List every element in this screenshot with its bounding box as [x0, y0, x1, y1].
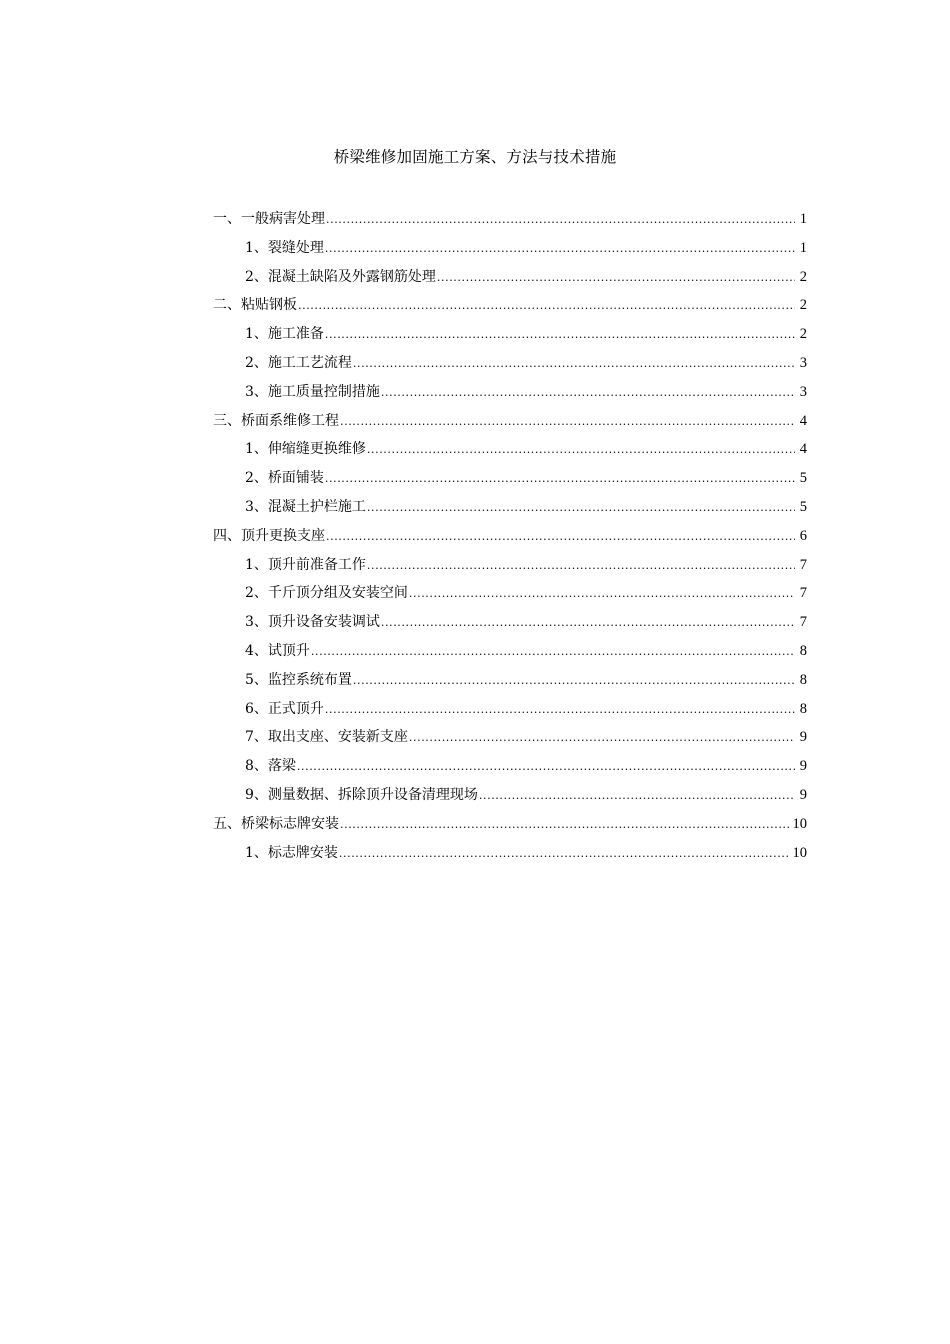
toc-page-number: 8 [799, 671, 807, 688]
toc-page-number: 1 [799, 239, 807, 256]
toc-entry-label: 1、裂缝处理 [245, 239, 324, 256]
toc-page-number: 2 [799, 326, 807, 343]
toc-leader-dots [325, 235, 795, 264]
toc-page-number: 1 [799, 211, 807, 227]
toc-leader-dots [381, 609, 795, 638]
toc-leader-dots [340, 408, 795, 437]
toc-entry-label: 2、桥面铺装 [245, 470, 324, 487]
toc-leader-dots [297, 753, 795, 782]
toc-page-number: 7 [799, 614, 807, 631]
toc-entry-label: 3、施工质量控制措施 [245, 383, 380, 400]
toc-entry-label: 3、顶升设备安装调试 [245, 614, 380, 631]
toc-entry-label: 五、桥梁标志牌安装 [213, 815, 339, 832]
toc-leader-dots [353, 350, 795, 379]
toc-entry[interactable] [213, 234, 807, 263]
toc-page-number: 6 [799, 527, 807, 544]
toc-leader-dots [367, 494, 795, 523]
toc-entry-label: 2、千斤顶分组及安装空间 [245, 585, 408, 602]
toc-page-number: 2 [799, 268, 807, 285]
toc-page-number: 9 [799, 758, 807, 775]
toc-entry-label: 4、试顶升 [245, 642, 310, 659]
toc-entry[interactable] [213, 752, 807, 781]
toc-page-number: 10 [792, 815, 807, 832]
toc-entry[interactable] [213, 407, 807, 436]
toc-entry[interactable] [213, 522, 807, 551]
toc-leader-dots [325, 321, 795, 350]
toc-leader-dots [367, 552, 795, 581]
toc-entry[interactable] [213, 464, 807, 493]
toc-entry[interactable] [213, 291, 807, 320]
toc-entry-label: 三、桥面系维修工程 [213, 412, 339, 429]
toc-entry[interactable] [213, 320, 807, 349]
toc-leader-dots [409, 724, 795, 753]
toc-leader-dots [326, 206, 795, 235]
toc-entry[interactable] [213, 666, 807, 695]
toc-page-number: 4 [799, 441, 807, 458]
toc-entry[interactable] [213, 349, 807, 378]
toc-page-number: 4 [799, 412, 807, 429]
toc-entry[interactable] [213, 637, 807, 666]
toc-page-number: 9 [799, 729, 807, 746]
toc-entry[interactable] [213, 205, 807, 234]
toc-entry[interactable] [213, 493, 807, 522]
toc-entry-label: 2、混凝土缺陷及外露钢筋处理 [245, 268, 436, 285]
toc-leader-dots [311, 638, 795, 667]
toc-entry[interactable] [213, 810, 807, 839]
toc-page-number: 3 [799, 354, 807, 371]
toc-leader-dots [479, 782, 795, 811]
toc-leader-dots [339, 840, 789, 869]
toc-page-number: 9 [799, 786, 807, 803]
toc-entry[interactable] [213, 839, 807, 868]
toc-page-number: 5 [799, 498, 807, 515]
toc-entry[interactable] [213, 378, 807, 407]
toc-entry-label: 9、测量数据、拆除顶升设备清理现场 [245, 786, 478, 803]
toc-entry-label: 2、施工工艺流程 [245, 354, 352, 371]
toc-entry-label: 7、取出支座、安装新支座 [245, 729, 408, 746]
toc-entry[interactable] [213, 695, 807, 724]
table-of-contents [213, 205, 807, 867]
toc-page-number: 8 [799, 642, 807, 659]
toc-leader-dots [437, 264, 795, 293]
toc-entry-label: 四、顶升更换支座 [213, 527, 325, 544]
toc-leader-dots [326, 523, 795, 552]
toc-entry-label: 1、顶升前准备工作 [245, 556, 366, 573]
toc-page-number: 2 [799, 297, 807, 314]
toc-entry-label: 1、标志牌安装 [245, 844, 338, 861]
toc-page-number: 5 [799, 470, 807, 487]
toc-entry[interactable] [213, 781, 807, 810]
toc-entry-label: 二、粘贴钢板 [213, 297, 297, 314]
toc-entry-label: 3、混凝土护栏施工 [245, 498, 366, 515]
toc-entry-label: 一、一般病害处理 [213, 211, 325, 227]
toc-entry[interactable] [213, 551, 807, 580]
toc-entry[interactable] [213, 579, 807, 608]
toc-page-number: 10 [792, 844, 807, 861]
toc-entry-label: 1、施工准备 [245, 326, 324, 343]
toc-leader-dots [298, 292, 795, 321]
toc-leader-dots [353, 667, 795, 696]
toc-leader-dots [325, 696, 795, 725]
toc-entry-label: 6、正式顶升 [245, 700, 324, 717]
toc-entry[interactable] [213, 723, 807, 752]
toc-page-number: 7 [799, 556, 807, 573]
toc-entry[interactable] [213, 435, 807, 464]
toc-leader-dots [367, 436, 795, 465]
toc-page-number: 3 [799, 383, 807, 400]
document-title: 桥梁维修加固施工方案、方法与技术措施 [333, 148, 617, 166]
toc-leader-dots [409, 580, 795, 609]
toc-entry-label: 5、监控系统布置 [245, 671, 352, 688]
toc-entry-label: 1、伸缩缝更换维修 [245, 441, 366, 458]
toc-leader-dots [340, 811, 789, 840]
toc-entry[interactable] [213, 608, 807, 637]
toc-page-number: 8 [799, 700, 807, 717]
toc-page-number: 7 [799, 585, 807, 602]
toc-leader-dots [381, 379, 795, 408]
toc-leader-dots [325, 465, 795, 494]
toc-entry-label: 8、落梁 [245, 758, 296, 775]
toc-entry[interactable] [213, 263, 807, 292]
